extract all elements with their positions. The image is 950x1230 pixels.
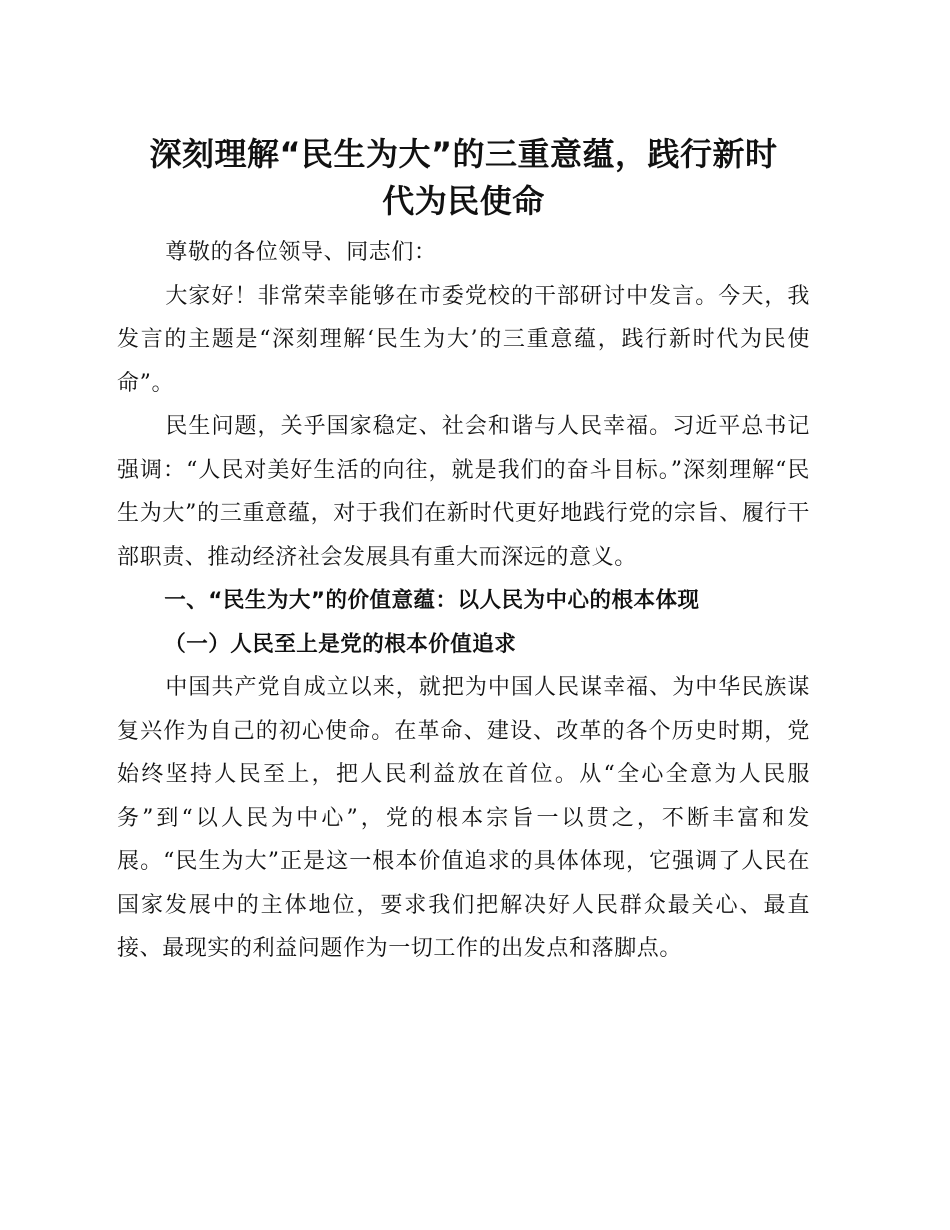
intro-paragraph: 大家好！非常荣幸能够在市委党校的干部研讨中发言。今天，我发言的主题是“深刻理解‘民生为大’的三重意蕴，践行新时代为民使命”。 [117,283,810,396]
title-line-2: 代为民使命 [382,182,545,220]
title-line-1: 深刻理解“民生为大”的三重意蕴，践行新时 [149,135,778,173]
section-heading: 一、“民生为大”的价值意蕴：以人民为中心的根本体现 [164,588,700,613]
body-paragraph: 中国共产党自成立以来，就把为中国人民谋幸福、为中华民族谋复兴作为自己的初心使命。在革命、建设、改革的各个历史时期，党始终坚持人民至上，把人民利益放在首位。从“全心全意为人民服务”到“以人民为中心”，党的根本宗旨一以贯之，不断丰富和发展。“民生为大”正是这一根本价值追求的具体体现，它强调了人民在国家发展中的主体地位，要求我们把解决好人民群众最关心、最直接、最现实的利益问题作为一切工作的出发点和落脚点。 [117,675,810,961]
context-paragraph: 民生问题，关乎国家稳定、社会和谐与人民幸福。习近平总书记强调：“人民对美好生活的向往，就是我们的奋斗目标。”深刻理解“民生为大”的三重意蕴，对于我们在新时代更好地践行党的宗旨、履行干部职责、推动经济社会发展具有重大而深远的意义。 [117,414,810,570]
document-title [117,131,810,225]
salutation: 尊敬的各位领导、同志们： [165,240,437,265]
document-page [117,131,810,971]
subsection-heading: （一）人民至上是党的根本价值追求 [164,631,517,657]
